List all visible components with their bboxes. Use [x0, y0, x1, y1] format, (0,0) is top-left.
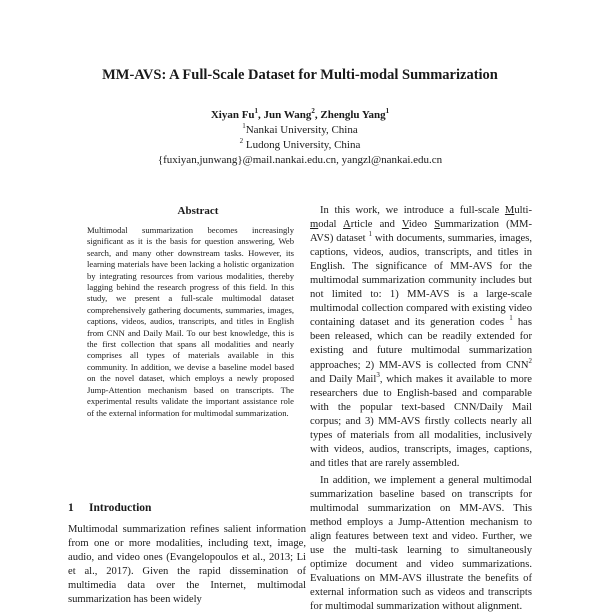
acronym-letter-S: S	[434, 219, 441, 231]
p1-text-j: , which makes it available to more researchers due to English-based and comparable with the popular text-based CNN/Daily Mail corpus; and 3) MM-AVS firstly collects nearly all types of materials from all modalities, inclusively with videos, audios, transcripts, images, captions, and titles that are rarely assembled.	[310, 373, 532, 469]
acronym-letter-A: A	[343, 219, 351, 231]
affiliation-2	[0, 138, 600, 153]
author-names: Xiyan Fu$^1$, Jun Wang$^2$, Zhenglu Yang$^1$	[210, 107, 390, 121]
p1-text-f: ummarization (MM-AVS) dataset	[310, 219, 532, 245]
p1-text-a: In this work, we introduce a full-scale	[320, 205, 505, 216]
p1-text-g: with documents, summaries, images, captions, videos, audios, transcripts, and titles in English. The significance of MM-AVS for the multimodal summarization community includes but not limited to: 1) MM-AVS is a large-scale multimodal collection compared with existing video containing dataset and its generation codes	[310, 233, 532, 329]
p1-text-h: has been released, which can be readily extended for existing and future multimodal summarization approaches; 2) MM-AVS is collected from CNN	[310, 317, 532, 371]
right-paragraph-2: In addition, we implement a general multimodal summarization baseline based on transcripts for multimodal summarization on MM-AVS. This method employs a Jump-Attention mechanism to align features between text and video. Further, we use the multi-task learning to simultaneously optimize document and video summarizations. Evaluations on MM-AVS illustrate the benefits of external information such as videos and transcripts for multimodal summarization without alignment.	[310, 474, 532, 613]
affiliation-2-text: Ludong University, China	[243, 139, 361, 151]
acronym-letter-m: m	[310, 219, 319, 231]
abstract-text: Multimodal summarization becomes increasingly significant as it is the basis for question answering, Web search, and many other downstream tasks. However, its learning materials have been lacking a holistic organization by integrating resources from various modalities, thereby lagging behind the research progress of this field. In this study, we present a full-scale multimodal dataset comprehensively gathering documents, summaries, images, captions, videos, audios, transcripts, and titles in English from CNN and Daily Mail. To our best knowledge, this is the first collection that spans all modalities and nearly comprises all types of materials available in this community. In addition, we devise a baseline model based on the novel dataset, which employs a newly proposed Jump-Attention mechanism based on transcripts. The experimental results validate the important assistance role of the external information for multimodal summarization.	[87, 225, 294, 418]
author-1-affil: 1	[254, 107, 259, 115]
author-1: Xiyan Fu	[210, 109, 255, 121]
affiliation-2-mark: 2	[239, 137, 244, 145]
paper-title: MM-AVS: A Full-Scale Dataset for Multi-modal Summarization	[102, 67, 498, 83]
right-paragraph-1	[310, 204, 532, 471]
introduction-text: Multimodal summarization refines salient information from one or more modalities, including text, image, audio, and video ones (Evangelopoulos et al., 2013; Li et al., 2017). Given the rapid dissemination of multimedia data over the Internet, multimodal summarization has been widely	[68, 524, 306, 605]
p1-text-i: and Daily Mail	[310, 373, 377, 385]
section-number: 1	[68, 502, 74, 514]
section-title: Introduction	[89, 502, 152, 514]
footnote-mark-1b: 1	[509, 314, 513, 323]
acronym-letter-M: M	[504, 205, 515, 216]
section-heading-introduction	[68, 502, 151, 514]
p1-text-d: rticle and	[350, 219, 402, 231]
affiliation-1	[0, 123, 600, 138]
author-3: Zhenglu Yang	[320, 109, 386, 121]
author-3-affil: 1	[385, 107, 390, 115]
p1-text-b: ulti-	[514, 205, 532, 216]
p1-text-c: odal	[318, 219, 344, 231]
footnote-mark-2: 2	[528, 356, 532, 365]
affiliation-1-mark: 1	[242, 122, 246, 130]
author-block	[0, 108, 600, 168]
right-column	[310, 204, 532, 614]
footnote-mark-3: 3	[376, 370, 380, 379]
affiliation-1-text: Nankai University, China	[245, 124, 358, 136]
abstract-heading: Abstract	[177, 205, 219, 217]
acronym-letter-V: V	[401, 219, 409, 231]
author-2-affil: 2	[311, 107, 315, 115]
footnote-mark-1: 1	[368, 230, 372, 239]
p1-text-e: ideo	[408, 219, 435, 231]
author-emails: {fuxiyan,junwang}@mail.nankai.edu.cn, yangzl@nankai.edu.cn	[157, 154, 443, 166]
author-2: Jun Wang	[263, 109, 312, 121]
